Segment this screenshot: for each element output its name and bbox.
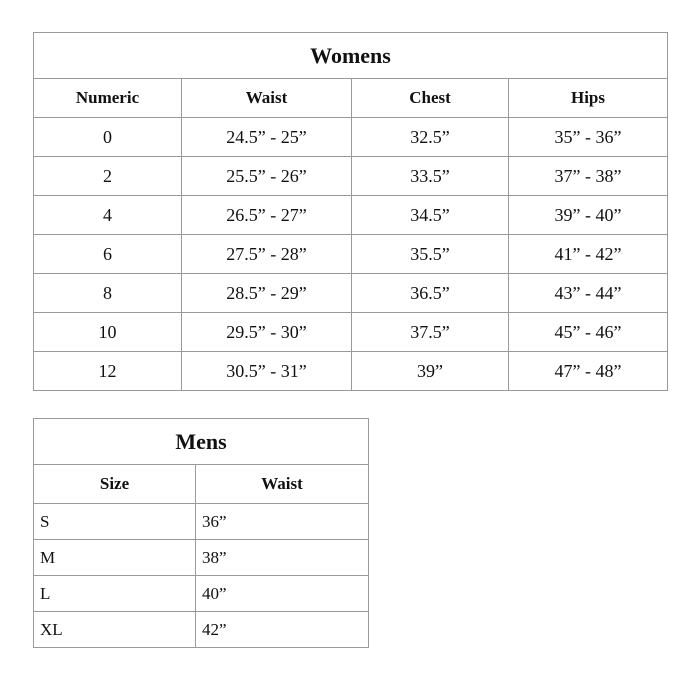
womens-header-hips: Hips — [509, 79, 668, 118]
mens-title-row — [34, 419, 369, 465]
womens-cell-chest: 32.5” — [352, 118, 509, 157]
mens-cell-waist: 36” — [196, 504, 369, 540]
table-row — [34, 504, 369, 540]
womens-header-chest: Chest — [352, 79, 509, 118]
womens-cell-waist: 26.5” - 27” — [182, 196, 352, 235]
womens-cell-waist: 24.5” - 25” — [182, 118, 352, 157]
womens-cell-chest: 35.5” — [352, 235, 509, 274]
womens-cell-numeric: 10 — [34, 313, 182, 352]
mens-title: Mens — [34, 419, 369, 465]
table-row — [34, 313, 668, 352]
table-row — [34, 612, 369, 648]
table-row — [34, 118, 668, 157]
womens-cell-waist: 27.5” - 28” — [182, 235, 352, 274]
table-row — [34, 157, 668, 196]
womens-cell-waist: 29.5” - 30” — [182, 313, 352, 352]
table-row — [34, 352, 668, 391]
womens-title-row — [34, 33, 668, 79]
mens-cell-size: S — [34, 504, 196, 540]
womens-title: Womens — [34, 33, 668, 79]
womens-cell-chest: 33.5” — [352, 157, 509, 196]
table-row — [34, 576, 369, 612]
womens-header-waist: Waist — [182, 79, 352, 118]
womens-header-numeric: Numeric — [34, 79, 182, 118]
mens-size-table — [33, 418, 369, 648]
womens-cell-numeric: 2 — [34, 157, 182, 196]
womens-cell-hips: 45” - 46” — [509, 313, 668, 352]
womens-cell-numeric: 0 — [34, 118, 182, 157]
table-row — [34, 196, 668, 235]
womens-cell-numeric: 4 — [34, 196, 182, 235]
womens-cell-waist: 30.5” - 31” — [182, 352, 352, 391]
womens-cell-hips: 37” - 38” — [509, 157, 668, 196]
womens-cell-numeric: 8 — [34, 274, 182, 313]
table-row — [34, 274, 668, 313]
womens-cell-hips: 47” - 48” — [509, 352, 668, 391]
womens-cell-waist: 25.5” - 26” — [182, 157, 352, 196]
womens-cell-waist: 28.5” - 29” — [182, 274, 352, 313]
womens-cell-numeric: 6 — [34, 235, 182, 274]
mens-cell-size: L — [34, 576, 196, 612]
womens-header-row — [34, 79, 668, 118]
womens-cell-hips: 39” - 40” — [509, 196, 668, 235]
womens-cell-chest: 37.5” — [352, 313, 509, 352]
mens-header-row — [34, 465, 369, 504]
womens-cell-hips: 35” - 36” — [509, 118, 668, 157]
mens-cell-waist: 42” — [196, 612, 369, 648]
table-row — [34, 540, 369, 576]
mens-cell-waist: 38” — [196, 540, 369, 576]
mens-cell-waist: 40” — [196, 576, 369, 612]
table-row — [34, 235, 668, 274]
mens-header-size: Size — [34, 465, 196, 504]
womens-size-table — [33, 32, 668, 391]
womens-cell-chest: 34.5” — [352, 196, 509, 235]
womens-cell-hips: 41” - 42” — [509, 235, 668, 274]
womens-cell-chest: 39” — [352, 352, 509, 391]
mens-cell-size: M — [34, 540, 196, 576]
mens-header-waist: Waist — [196, 465, 369, 504]
womens-cell-numeric: 12 — [34, 352, 182, 391]
mens-cell-size: XL — [34, 612, 196, 648]
womens-cell-hips: 43” - 44” — [509, 274, 668, 313]
womens-cell-chest: 36.5” — [352, 274, 509, 313]
